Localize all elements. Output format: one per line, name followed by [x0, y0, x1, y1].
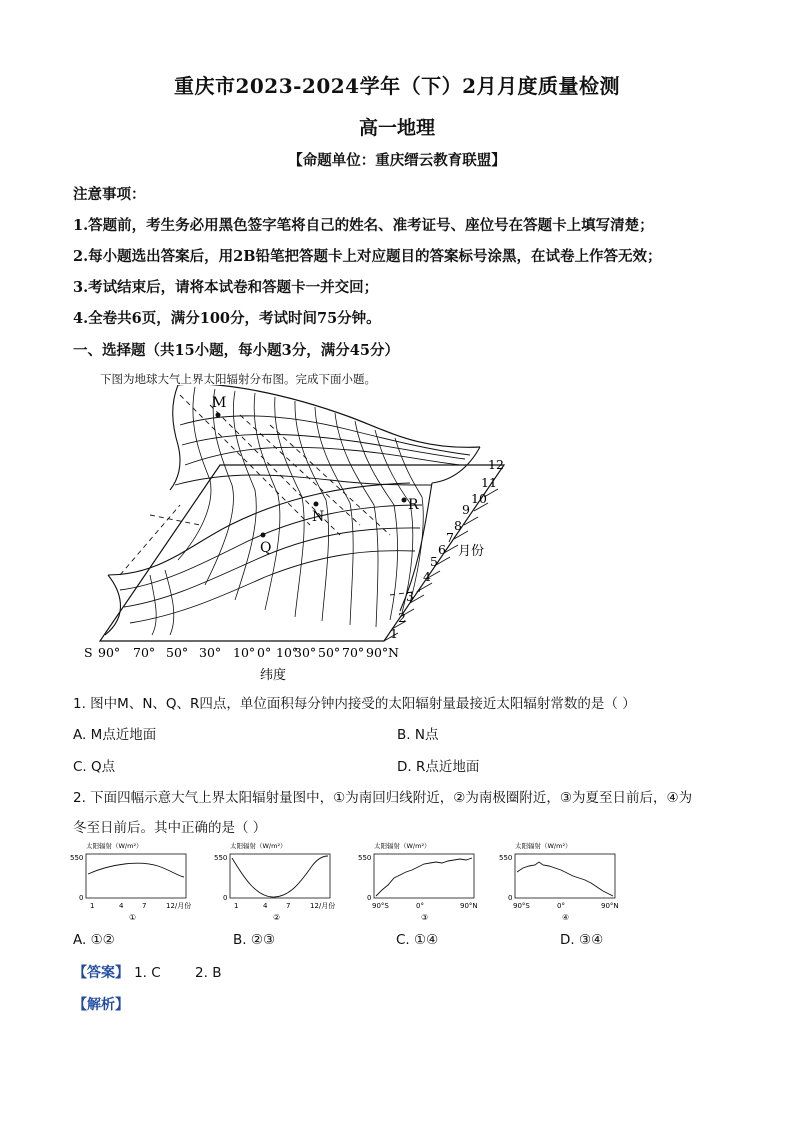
lat-tick: 90° — [98, 645, 121, 660]
lat-tick: 70° — [342, 645, 365, 660]
chart-xtick: 4 — [119, 902, 124, 910]
lat-axis-label: 纬度 — [260, 668, 287, 683]
chart-ylabel: 太阳辐射（W/m²） — [515, 842, 572, 850]
chart-xtick: 4 — [263, 902, 268, 910]
chart-xtick: 1 — [90, 902, 95, 910]
answer-text: 1. C 2. B — [134, 965, 222, 981]
chart-xtick: 7 — [286, 902, 291, 910]
answer-label: 【答案】 — [73, 965, 129, 981]
q2-stem-line2: 冬至日前后。其中正确的是（ ） — [73, 820, 267, 836]
chart-xtick: 90°S — [372, 902, 389, 910]
q1-option-b: B. N点 — [397, 727, 439, 743]
radiation-distribution-figure — [60, 385, 530, 685]
lat-tick: 90° — [366, 645, 389, 660]
chart-curve — [88, 863, 184, 877]
analysis-label: 【解析】 — [73, 997, 129, 1013]
note-item: 3.考试结束后，请将本试卷和答题卡一并交回； — [73, 279, 379, 296]
chart-ylabel: 太阳辐射（W/m²） — [374, 842, 431, 850]
month-tick: 10 — [471, 491, 487, 506]
chart-caption: ④ — [562, 913, 570, 922]
q2-option-a: A. ①② — [73, 932, 115, 948]
chart-ylabel: 太阳辐射（W/m²） — [86, 842, 143, 850]
chart-curve — [517, 862, 613, 896]
chart-caption: ③ — [421, 913, 429, 922]
notes-heading: 注意事项： — [73, 186, 146, 203]
lat-tick: 0° — [257, 645, 272, 660]
chart-xtick: 12/月份 — [166, 902, 192, 910]
chart-xtick: 12/月份 — [310, 902, 336, 910]
mini-chart-4 — [499, 838, 624, 926]
chart-ylabel: 太阳辐射（W/m²） — [230, 842, 287, 850]
q2-option-b: B. ②③ — [233, 932, 276, 948]
month-tick: 6 — [438, 542, 446, 557]
note-item: 2.每小题选出答案后，用2B铅笔把答题卡上对应题目的答案标号涂黑，在试卷上作答无效； — [73, 248, 662, 265]
chart-xtick: 90°S — [513, 902, 530, 910]
month-tick: 4 — [423, 569, 431, 584]
chart-caption: ① — [129, 913, 137, 922]
mini-chart-2 — [214, 838, 339, 926]
chart-xtick: 90°N — [460, 902, 478, 910]
lat-tick: 50° — [166, 645, 189, 660]
month-tick: 2 — [398, 610, 406, 625]
month-tick: 12 — [488, 457, 504, 472]
month-tick: 8 — [454, 518, 462, 533]
chart-zero: 0 — [223, 894, 228, 902]
month-tick: 7 — [446, 530, 454, 545]
q2-stem-line1: 2. 下面四幅示意大气上界太阳辐射量图中，①为南回归线附近，②为南极圈附近，③为夏至日前后，④为 — [73, 790, 693, 806]
chart-xtick: 90°N — [601, 902, 619, 910]
lat-tick: 10° — [233, 645, 256, 660]
lat-tick: 30° — [294, 645, 317, 660]
point-label-m: M — [212, 395, 227, 411]
subject-title: 高一地理 — [358, 117, 435, 139]
chart-xtick: 7 — [142, 902, 147, 910]
chart-zero: 0 — [367, 894, 372, 902]
lat-tick: 50° — [318, 645, 341, 660]
chart-xtick: 1 — [234, 902, 239, 910]
q1-option-d: D. R点近地面 — [397, 759, 480, 775]
chart-zero: 0 — [508, 894, 513, 902]
lat-tick: 30° — [199, 645, 222, 660]
month-tick: 1 — [390, 626, 398, 641]
lat-tick: S — [84, 645, 93, 660]
point-label-n: N — [312, 509, 325, 525]
lat-tick: 10° — [276, 645, 299, 660]
mini-chart-1 — [70, 838, 195, 926]
chart-ymax: 550 — [70, 854, 84, 862]
mini-chart-3 — [358, 838, 483, 926]
chart-curve — [376, 858, 472, 896]
chart-ymax: 550 — [499, 854, 513, 862]
month-tick: 3 — [406, 589, 414, 604]
note-item: 1.答题前，考生务必用黑色签字笔将自己的姓名、准考证号、座位号在答题卡上填写清楚； — [73, 217, 654, 234]
lat-tick: N — [388, 645, 399, 660]
month-axis-label: 月份 — [458, 544, 485, 559]
month-tick: 9 — [462, 502, 470, 517]
chart-ymax: 550 — [358, 854, 372, 862]
section-intro: 下图为地球大气上界太阳辐射分布图。完成下面小题。 — [100, 372, 376, 386]
lat-tick: 70° — [133, 645, 156, 660]
chart-curve — [232, 856, 328, 897]
q1-option-a: A. M点近地面 — [73, 727, 157, 743]
point-label-r: R — [408, 497, 419, 513]
chart-xtick: 0° — [416, 902, 424, 910]
q1-option-c: C. Q点 — [73, 759, 116, 775]
month-tick: 11 — [481, 475, 497, 490]
month-tick: 5 — [430, 554, 438, 569]
q2-option-d: D. ③④ — [560, 932, 604, 948]
q1-stem: 1. 图中M、N、Q、R四点，单位面积每分钟内接受的太阳辐射量最接近太阳辐射常数的是（ ） — [73, 696, 636, 712]
issuing-unit: 【命题单位：重庆缙云教育联盟】 — [288, 152, 506, 169]
q2-option-c: C. ①④ — [396, 932, 439, 948]
section-heading: 一、选择题（共15小题，每小题3分，满分45分） — [73, 342, 399, 359]
chart-caption: ② — [273, 913, 281, 922]
point-label-q: Q — [260, 540, 272, 556]
chart-ymax: 550 — [214, 854, 228, 862]
page-title: 重庆市2023-2024学年（下）2月月度质量检测 — [173, 74, 621, 98]
chart-zero: 0 — [79, 894, 84, 902]
chart-xtick: 0° — [557, 902, 565, 910]
note-item: 4.全卷共6页，满分100分，考试时间75分钟。 — [73, 310, 381, 327]
